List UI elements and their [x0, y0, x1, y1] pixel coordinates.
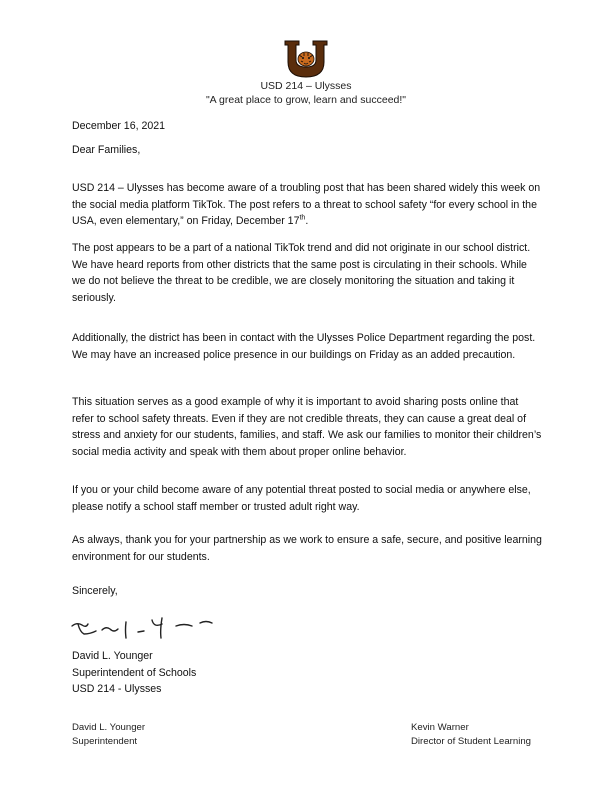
tiger-u-logo-icon: [284, 40, 328, 78]
signer-name: David L. Younger: [72, 650, 153, 662]
footer-right-title: Director of Student Learning: [411, 735, 531, 747]
footer-right: [411, 721, 531, 748]
paragraph-1-end: .: [305, 215, 309, 227]
footer-left: [72, 721, 145, 748]
signature-block: [72, 648, 542, 698]
paragraph-4: [72, 394, 542, 460]
paragraph-1-superscript: th: [299, 214, 306, 222]
paragraph-2: [72, 240, 542, 306]
paragraph-2-text: The post appears to be a part of a national TikTok trend and did not originate in our school district. We have heard reports from other districts that the same post is circulating in their schools. While we do not believe the threat to be credible, we are closely monitoring the situation and taking it seriously.: [72, 242, 531, 304]
letter-greeting: Dear Families,: [72, 144, 141, 156]
paragraph-6-text: As always, thank you for your partnership as we work to ensure a safe, secure, and positive learning environment for our students.: [72, 534, 542, 563]
org-name: USD 214 – Ulysses: [260, 80, 352, 92]
paragraph-3: [72, 330, 542, 363]
handwritten-signature: [68, 612, 218, 642]
paragraph-1: [72, 180, 542, 230]
paragraph-5: [72, 482, 542, 515]
paragraph-3-text: Additionally, the district has been in contact with the Ulysses Police Department regarding the post. We may have an increased police presence in our buildings on Friday as an added precaution.: [72, 332, 536, 361]
footer-right-name: Kevin Warner: [411, 722, 469, 733]
org-motto: "A great place to grow, learn and succeed!": [205, 94, 407, 106]
signer-org: USD 214 - Ulysses: [72, 683, 162, 695]
footer-left-name: David L. Younger: [72, 722, 146, 733]
footer-left-title: Superintendent: [72, 735, 138, 747]
paragraph-4-text: This situation serves as a good example of why it is important to avoid sharing posts online that refer to school safety threats. Even if they are not credible threats, they can cause a great deal of stress and anxiety for our students, families, and staff. We ask our families to monitor their children’s social media activity and speak with them about proper online behavior.: [72, 396, 542, 458]
letter-closing: Sincerely,: [72, 585, 118, 597]
letter-date: December 16, 2021: [72, 120, 166, 132]
paragraph-6: [72, 532, 542, 565]
signer-title: Superintendent of Schools: [72, 666, 197, 679]
paragraph-1-text: USD 214 – Ulysses has become aware of a troubling post that has been shared widely this week on the social media platform TikTok. The post refers to a threat to school safety “for every school in the USA, even elementary,” on Friday, December 17: [72, 182, 541, 227]
paragraph-5-text: If you or your child become aware of any potential threat posted to social media or anywhere else, please notify a school staff member or trusted adult right way.: [72, 484, 531, 513]
